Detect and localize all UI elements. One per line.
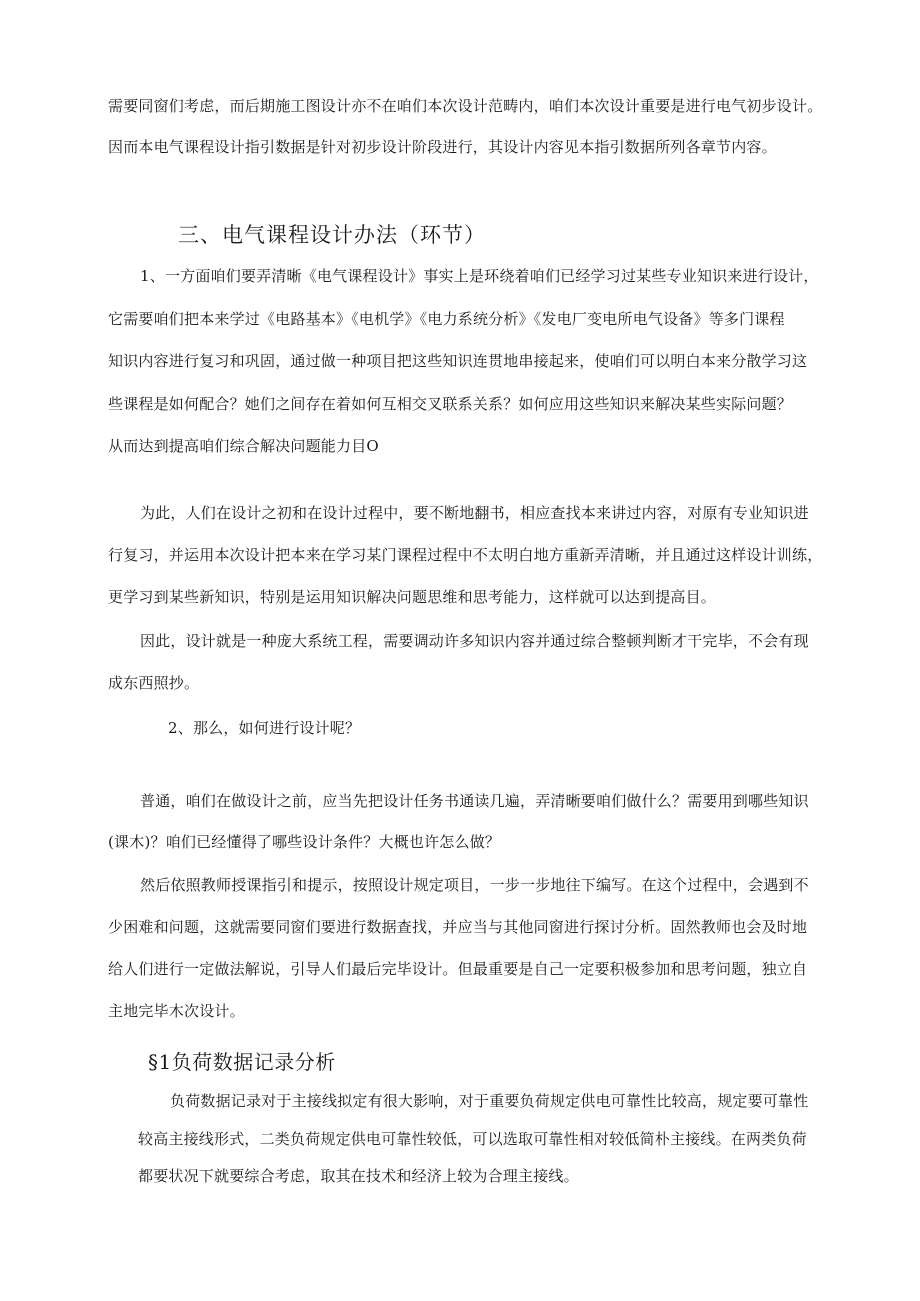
- s1-para-1-line-2: 较高主接线形式，二类负荷规定供电可靠性较低，可以选取可靠性相对较低简朴主接线。在两类负荷: [138, 1130, 807, 1148]
- intro-line-2: 因而本电气课程设计指引数据是针对初步设计阶段进行，其设计内容见本指引数据所列各章节内容。: [108, 138, 777, 156]
- para-5-line-3: 给人们进行一定做法解说，引导人们最后完毕设计。但最重要是自己一定要积极参加和思考问题，独立自: [108, 960, 808, 978]
- para-2-line-1: 为此，人们在设计之初和在设计过程中，要不断地翻书，相应查找本来讲过内容，对原有专业知识进: [140, 504, 809, 522]
- para-2-line-2: 行复习，并运用本次设计把本来在学习某门课程过程中不太明白地方重新弄清晰，并且通过这样设计训练，: [108, 546, 823, 564]
- para-3-line-2: 成东西照抄。: [108, 674, 200, 692]
- para-3-line-1: 因此，设计就是一种庞大系统工程，需要调动许多知识内容并通过综合整顿判断才干完毕，不会有现: [140, 632, 809, 650]
- item-2-line: 2、那么，如何进行设计呢？: [168, 719, 361, 737]
- item-1-line-3: 知识内容进行复习和巩固，通过做一种项目把这些知识连贯地串接起来，使咱们可以明白本来分散学习这: [108, 352, 808, 370]
- para-4-line-1: 普通，咱们在做设计之前，应当先把设计任务书通读几遍，弄清晰要咱们做什么？需要用到哪些知识: [140, 792, 809, 810]
- intro-line-1: 需要同窗们考虑，而后期施工图设计亦不在咱们本次设计范畴内，咱们本次设计重要是进行电气初步设计。: [108, 97, 823, 115]
- item-1-line-5: 从而达到提高咱们综合解决问题能力目O: [108, 437, 379, 455]
- section-s1-heading: §1负荷数据记录分析: [148, 1050, 336, 1074]
- para-5-line-1: 然后依照教师授课指引和提示，按照设计规定项目，一步一步地往下编写。在这个过程中，会遇到不: [140, 876, 809, 894]
- para-5-line-4: 主地完毕木次设计。: [108, 1002, 245, 1020]
- item-1-line-1: 1、一方面咱们要弄清晰《电气课程设计》事实上是环绕着咱们已经学习过某些专业知识来进行设计，: [140, 267, 819, 285]
- para-4-line-2: (课木)？咱们已经懂得了哪些设计条件？大概也许怎么做？: [108, 833, 501, 851]
- item-1-line-4: 些课程是如何配合？她们之间存在着如何互相交叉联系关系？如何应用这些知识来解决某些实际问题？: [108, 395, 793, 413]
- item-1-line-2: 它需要咱们把本来学过《电路基本》《电机学》《电力系统分析》《发电厂变电所电气设备》等多门课程: [108, 310, 785, 328]
- s1-para-1-line-3: 都要状况下就要综合考虑，取其在技术和经济上较为合理主接线。: [138, 1167, 579, 1185]
- para-2-line-3: 更学习到某些新知识，特别是运用知识解决问题思维和思考能力，这样就可以达到提高目。: [108, 588, 717, 606]
- section-3-heading: 三、电气课程设计办法（环节）: [178, 223, 486, 247]
- para-5-line-2: 少困难和问题，这就需要同窗们要进行数据查找，并应当与其他同窗进行探讨分析。固然教师也会及时地: [108, 918, 808, 936]
- s1-para-1-line-1: 负荷数据记录对于主接线拟定有很大影响，对于重要负荷规定供电可靠性比较高，规定要可靠性: [170, 1092, 809, 1110]
